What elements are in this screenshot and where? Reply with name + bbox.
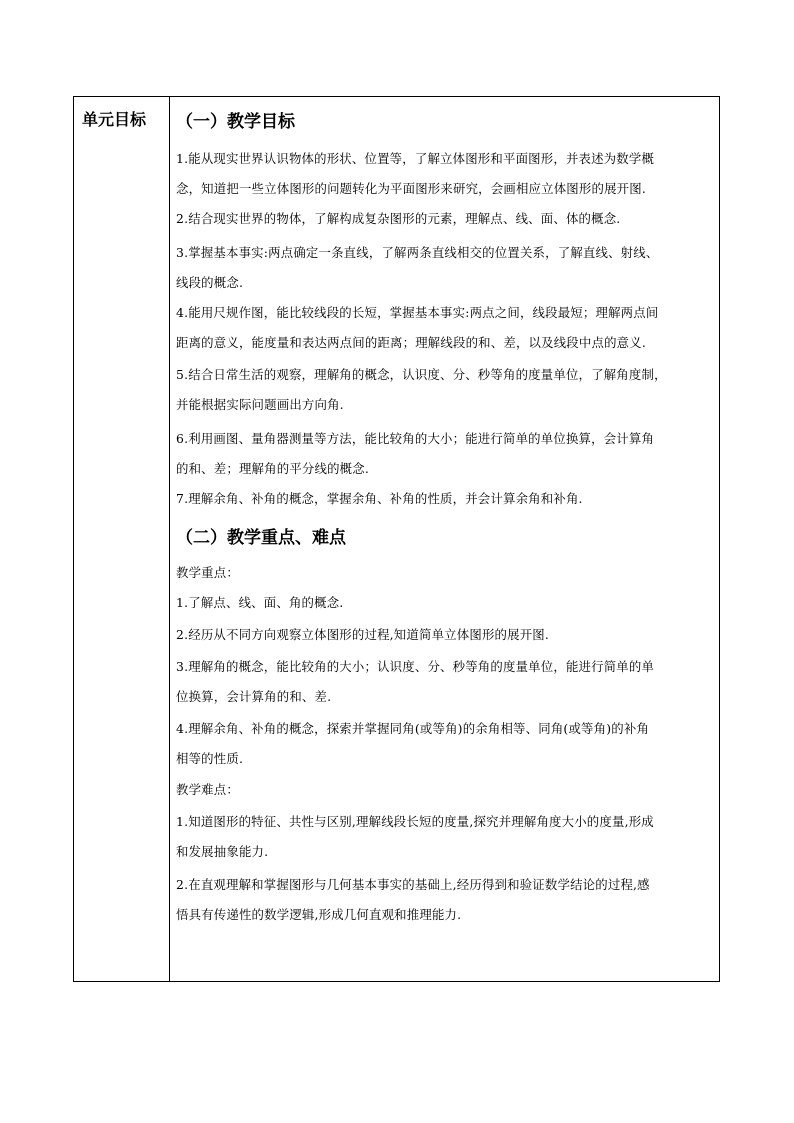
difficulty-line: 教学难点： <box>176 782 239 797</box>
difficulty-line: 2.在直观理解和掌握图形与几何基本事实的基础上,经历得到和验证数学结论的过程,感 <box>176 877 650 892</box>
goal-line: 5.结合日常生活的观察，理解角的概念，认识度、分、秒等角的度量单位，了解角度制， <box>176 367 667 382</box>
key-point-line: 位换算，会计算角的和、差. <box>176 689 332 704</box>
key-point-line: 教学重点： <box>176 565 239 580</box>
section-heading-teaching-goals: （一）教学目标 <box>176 112 295 132</box>
difficulty-line: 1.知道图形的特征、共性与区别,理解线段长短的度量,探究并理解角度大小的度量,形成 <box>176 814 654 829</box>
key-point-line: 4.理解余角、补角的概念，探索并掌握同角(或等角)的余角相等、同角(或等角)的补角 <box>176 721 650 736</box>
unit-goals-table <box>73 96 720 982</box>
label-cell <box>74 97 170 981</box>
difficulty-line: 悟具有传递性的数学逻辑,形成几何直观和推理能力. <box>176 907 462 922</box>
goal-line: 线段的概念. <box>176 275 244 290</box>
key-point-line: 2.经历从不同方向观察立体图形的过程,知道简单立体图形的展开图. <box>176 627 550 642</box>
goal-line: 的和、差；理解角的平分线的概念. <box>176 461 369 476</box>
goal-line: 4.能用尺规作图，能比较线段的长短，掌握基本事实:两点之间，线段最短；理解两点间 <box>176 305 659 320</box>
unit-goals-label: 单元目标 <box>82 110 147 129</box>
goal-line: 3.掌握基本事实:两点确定一条直线，了解两条直线相交的位置关系，了解直线、射线、 <box>176 245 659 260</box>
goal-line: 1.能从现实世界认识物体的形状、位置等，了解立体图形和平面图形，并表述为数学概 <box>176 151 655 166</box>
goal-line: 2.结合现实世界的物体，了解构成复杂图形的元素，理解点、线、面、体的概念. <box>176 211 621 226</box>
key-point-line: 1.了解点、线、面、角的概念. <box>176 595 344 610</box>
goal-line: 7.理解余角、补角的概念，掌握余角、补角的性质，并会计算余角和补角. <box>176 491 583 506</box>
section-heading-key-points: （二）教学重点、难点 <box>176 528 346 548</box>
key-point-line: 相等的性质. <box>176 751 244 766</box>
content-cell <box>170 97 719 981</box>
key-point-line: 3.理解角的概念，能比较角的大小；认识度、分、秒等角的度量单位，能进行简单的单 <box>176 659 655 674</box>
goal-line: 念，知道把一些立体图形的问题转化为平面图形来研究，会画相应立体图形的展开图. <box>176 181 646 196</box>
goal-line: 距离的意义，能度量和表达两点间的距离；理解线段的和、差，以及线段中点的意义. <box>176 335 646 350</box>
goal-line: 6.利用画图、量角器测量等方法，能比较角的大小；能进行简单的单位换算，会计算角 <box>176 431 655 446</box>
difficulty-line: 和发展抽象能力. <box>176 844 269 859</box>
goal-line: 并能根据实际问题画出方向角. <box>176 397 344 412</box>
